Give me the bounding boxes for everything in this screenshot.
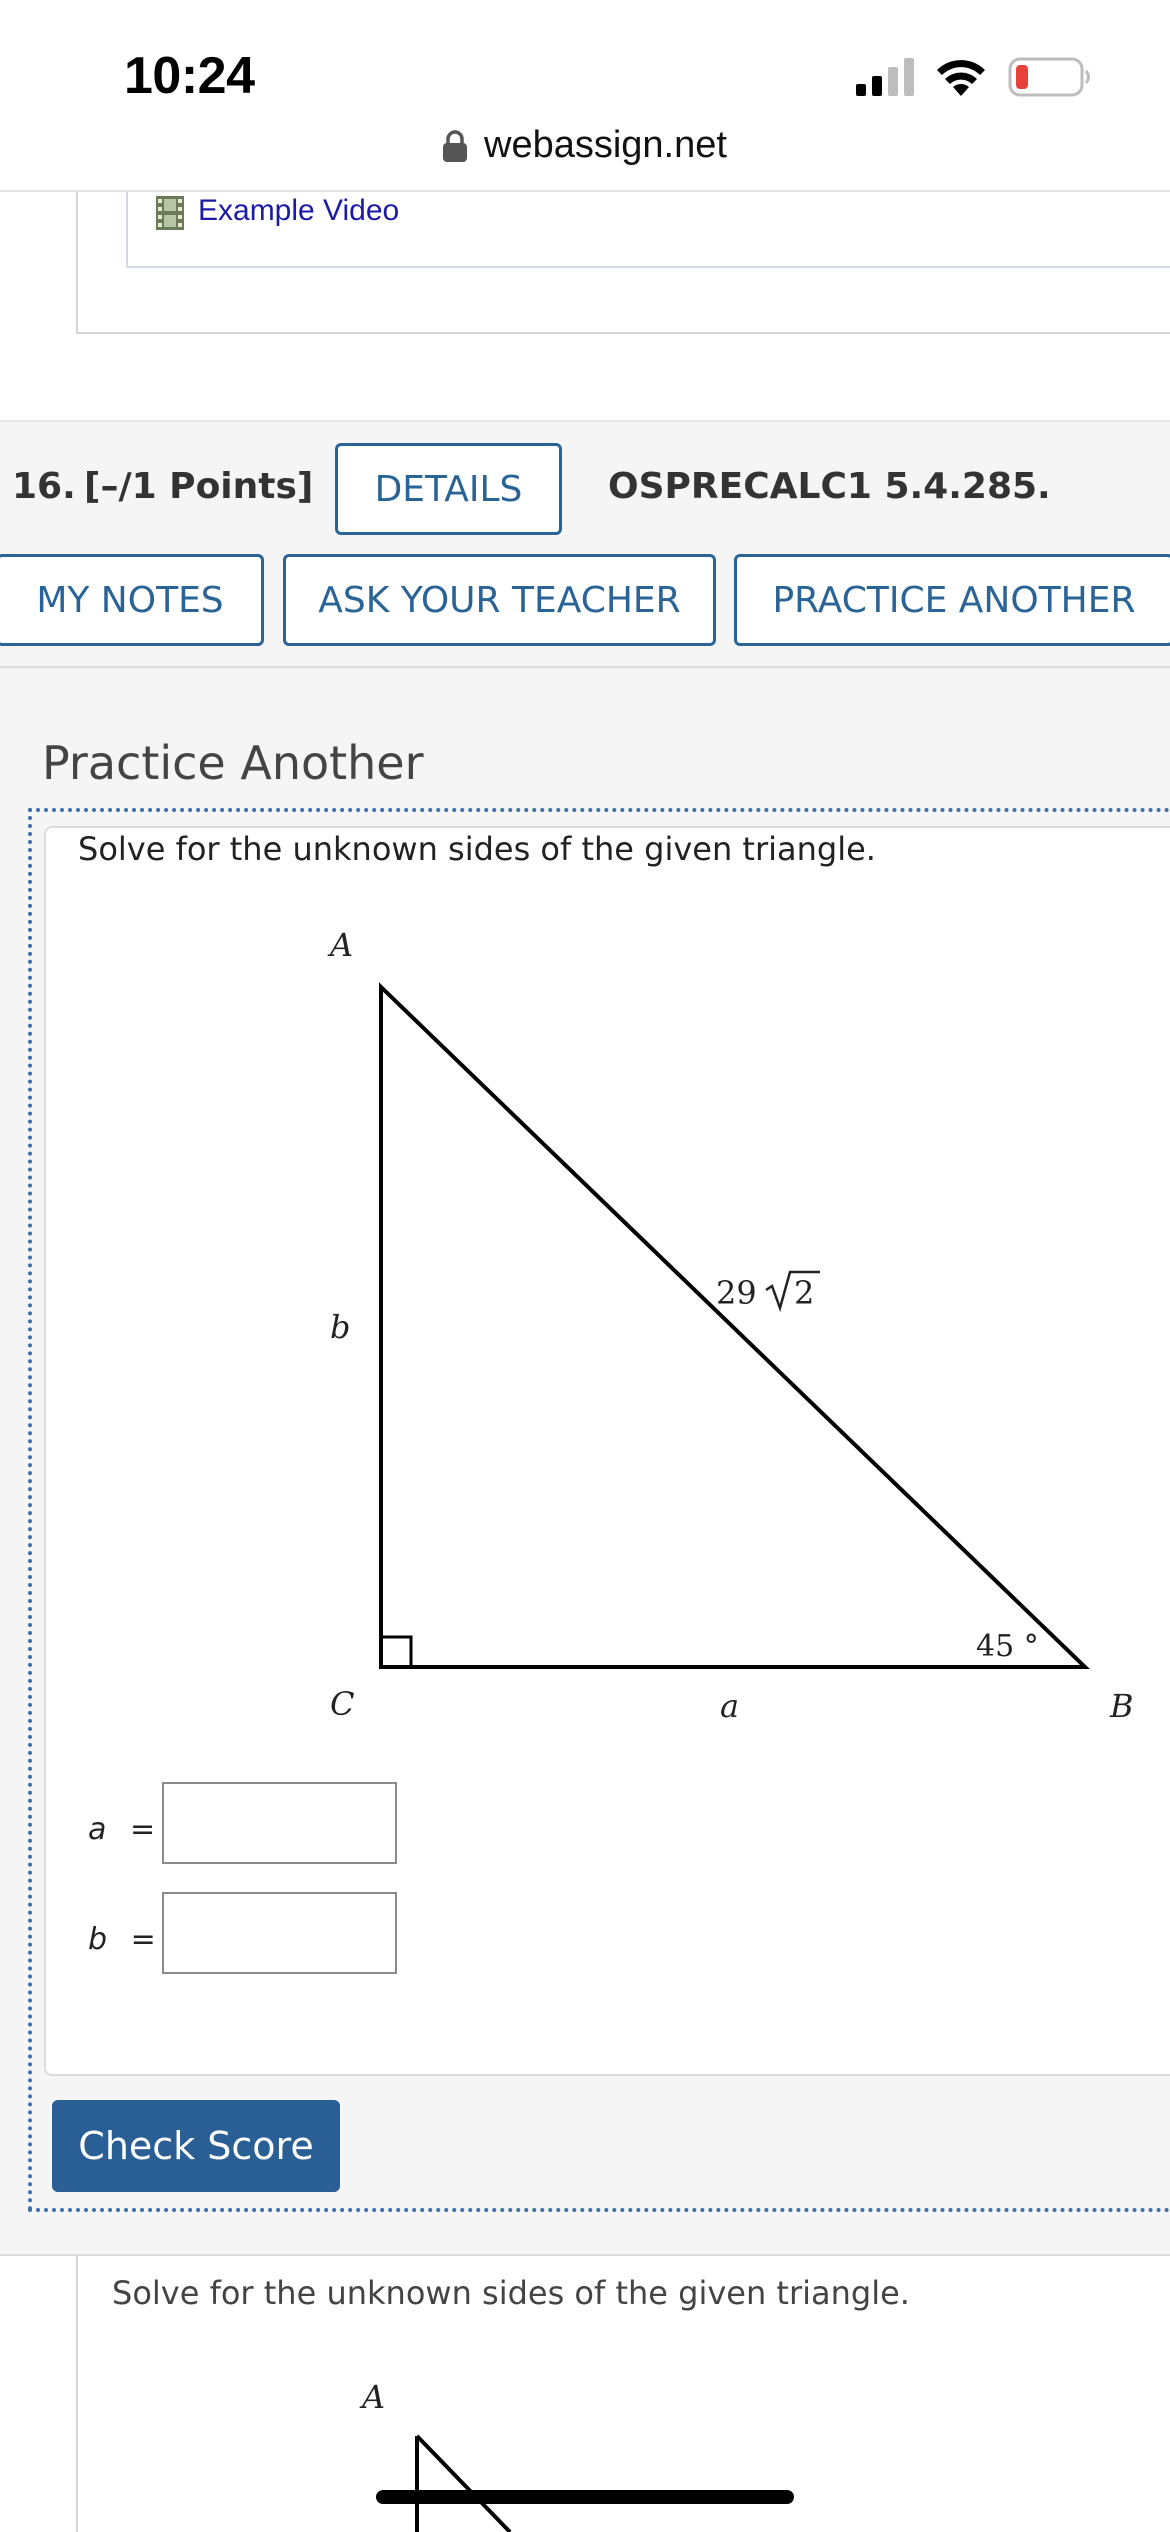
example-video-link[interactable]: Example Video xyxy=(198,194,400,227)
problem-prompt: Solve for the unknown sides of the given triangle. xyxy=(78,830,876,868)
battery-low-icon xyxy=(1008,56,1092,98)
right-triangle-diagram xyxy=(300,920,1160,1740)
wifi-icon xyxy=(934,56,988,98)
question-points: [–/1 Points] xyxy=(84,466,314,507)
next-question-prompt: Solve for the unknown sides of the given triangle. xyxy=(112,2274,910,2312)
status-bar xyxy=(0,0,1170,120)
my-notes-button[interactable]: MY NOTES xyxy=(0,554,264,646)
answer-a-equals: = xyxy=(129,1812,156,1847)
lock-icon xyxy=(442,130,468,162)
home-indicator[interactable] xyxy=(376,2490,794,2504)
answer-b-equals: = xyxy=(130,1922,156,1957)
next-triangle-hypotenuse xyxy=(417,2436,510,2532)
practice-title: Practice Another xyxy=(42,736,424,790)
answer-b-variable: b xyxy=(88,1922,108,1957)
question-number: 16. xyxy=(12,466,76,507)
triangle-outline xyxy=(381,987,1085,1667)
answer-b-input[interactable] xyxy=(162,1892,397,1974)
answer-a-variable: a xyxy=(88,1812,107,1847)
vertex-a-label: A xyxy=(330,926,354,964)
cellular-signal-icon xyxy=(856,58,916,96)
side-b-label: b xyxy=(330,1308,351,1346)
vertex-b-label: B xyxy=(1110,1687,1134,1725)
next-triangle-diagram xyxy=(340,2380,640,2532)
answer-b-label xyxy=(88,1922,156,1957)
answer-a-input[interactable] xyxy=(162,1782,397,1864)
hypotenuse-radicand: 2 xyxy=(794,1274,815,1312)
answer-a-label xyxy=(88,1812,155,1847)
film-icon xyxy=(156,196,184,230)
hypotenuse-coefficient: 29 xyxy=(716,1274,757,1312)
question-code: OSPRECALC1 5.4.285. xyxy=(608,466,1051,507)
vertex-c-label: C xyxy=(330,1685,355,1723)
status-time: 10:24 xyxy=(124,47,255,105)
right-angle-marker xyxy=(381,1637,411,1667)
check-score-button[interactable]: Check Score xyxy=(52,2100,340,2192)
details-button[interactable]: DETAILS xyxy=(335,443,562,535)
url-text[interactable]: webassign.net xyxy=(484,124,727,166)
angle-b-label: 45 ° xyxy=(976,1629,1039,1664)
ask-your-teacher-button[interactable]: ASK YOUR TEACHER xyxy=(283,554,716,646)
next-vertex-a-label: A xyxy=(362,2380,386,2416)
side-a-label: a xyxy=(720,1687,740,1725)
practice-another-button[interactable]: PRACTICE ANOTHER xyxy=(734,554,1170,646)
